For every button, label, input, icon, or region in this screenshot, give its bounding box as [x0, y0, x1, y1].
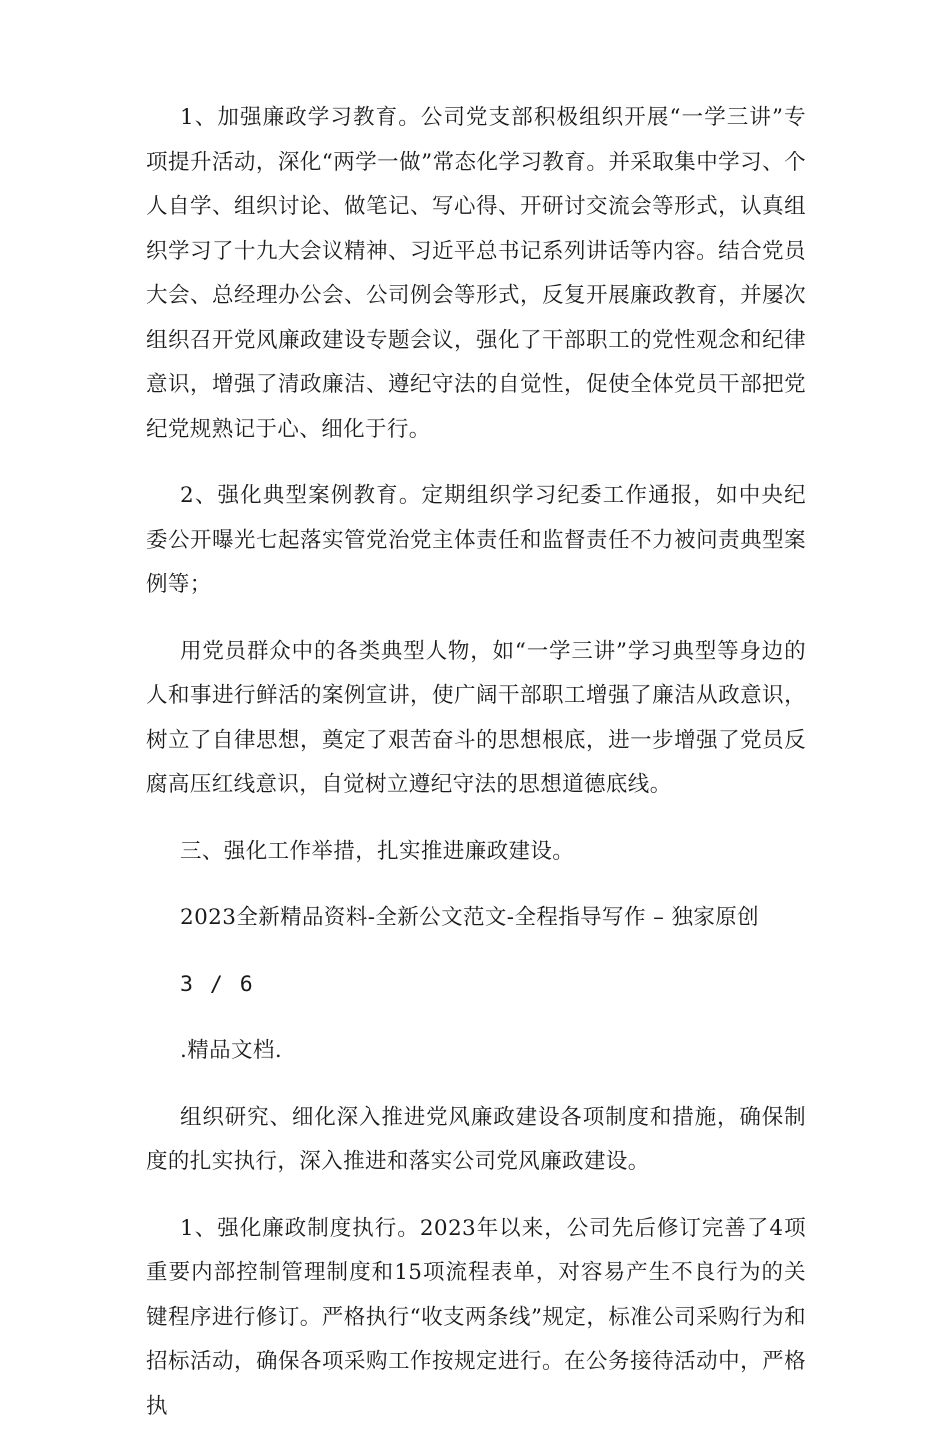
footer-banner: 2023全新精品资料-全新公文范文-全程指导写作 – 独家原创 [146, 896, 806, 941]
paragraph-gap [146, 452, 806, 474]
document-page [146, 96, 806, 1429]
paragraph-gap [146, 608, 806, 630]
paragraph-typical-figures: 用党员群众中的各类典型人物，如“一学三讲”学习典型等身边的人和事进行鲜活的案例宣讲，使广阔干部职工增强了廉洁从政意识，树立了自律思想，奠定了艰苦奋斗的思想根底，进一步增强了党员反腐高压红线意识，自觉树立遵纪守法的思想道德底线。 [146, 630, 806, 808]
section-heading-three: 三、强化工作举措，扎实推进廉政建设。 [146, 830, 806, 875]
paragraph-gap [146, 1185, 806, 1207]
paragraph-gap [146, 1007, 806, 1029]
page-number: 3 / 6 [146, 963, 806, 1008]
paragraph-system-research: 组织研究、细化深入推进党风廉政建设各项制度和措施，确保制度的扎实执行，深入推进和落实公司党风廉政建设。 [146, 1096, 806, 1185]
paragraph-gap [146, 1074, 806, 1096]
paragraph-gap [146, 808, 806, 830]
paragraph-gap [146, 941, 806, 963]
paragraph-case-education: 2、强化典型案例教育。定期组织学习纪委工作通报，如中央纪委公开曝光七起落实管党治党主体责任和监督责任不力被问责典型案例等； [146, 474, 806, 608]
paragraph-system-execution: 1、强化廉政制度执行。2023年以来，公司先后修订完善了4项重要内部控制管理制度和15项流程表单，对容易产生不良行为的关键程序进行修订。严格执行“收支两条线”规定，标准公司采购行为和招标活动，确保各项采购工作按规定进行。在公务接待活动中，严格执 [146, 1207, 806, 1429]
paragraph-gap [146, 874, 806, 896]
paragraph-study-education: 1、加强廉政学习教育。公司党支部积极组织开展“一学三讲”专项提升活动，深化“两学一做”常态化学习教育。并采取集中学习、个人自学、组织讨论、做笔记、写心得、开研讨交流会等形式，认真组织学习了十九大会议精神、习近平总书记系列讲话等内容。结合党员大会、总经理办公会、公司例会等形式，反复开展廉政教育，并屡次组织召开党风廉政建设专题会议，强化了干部职工的党性观念和纪律意识，增强了清政廉洁、遵纪守法的自觉性，促使全体党员干部把党纪党规熟记于心、细化于行。 [146, 96, 806, 452]
header-mark: .精品文档. [146, 1029, 806, 1074]
